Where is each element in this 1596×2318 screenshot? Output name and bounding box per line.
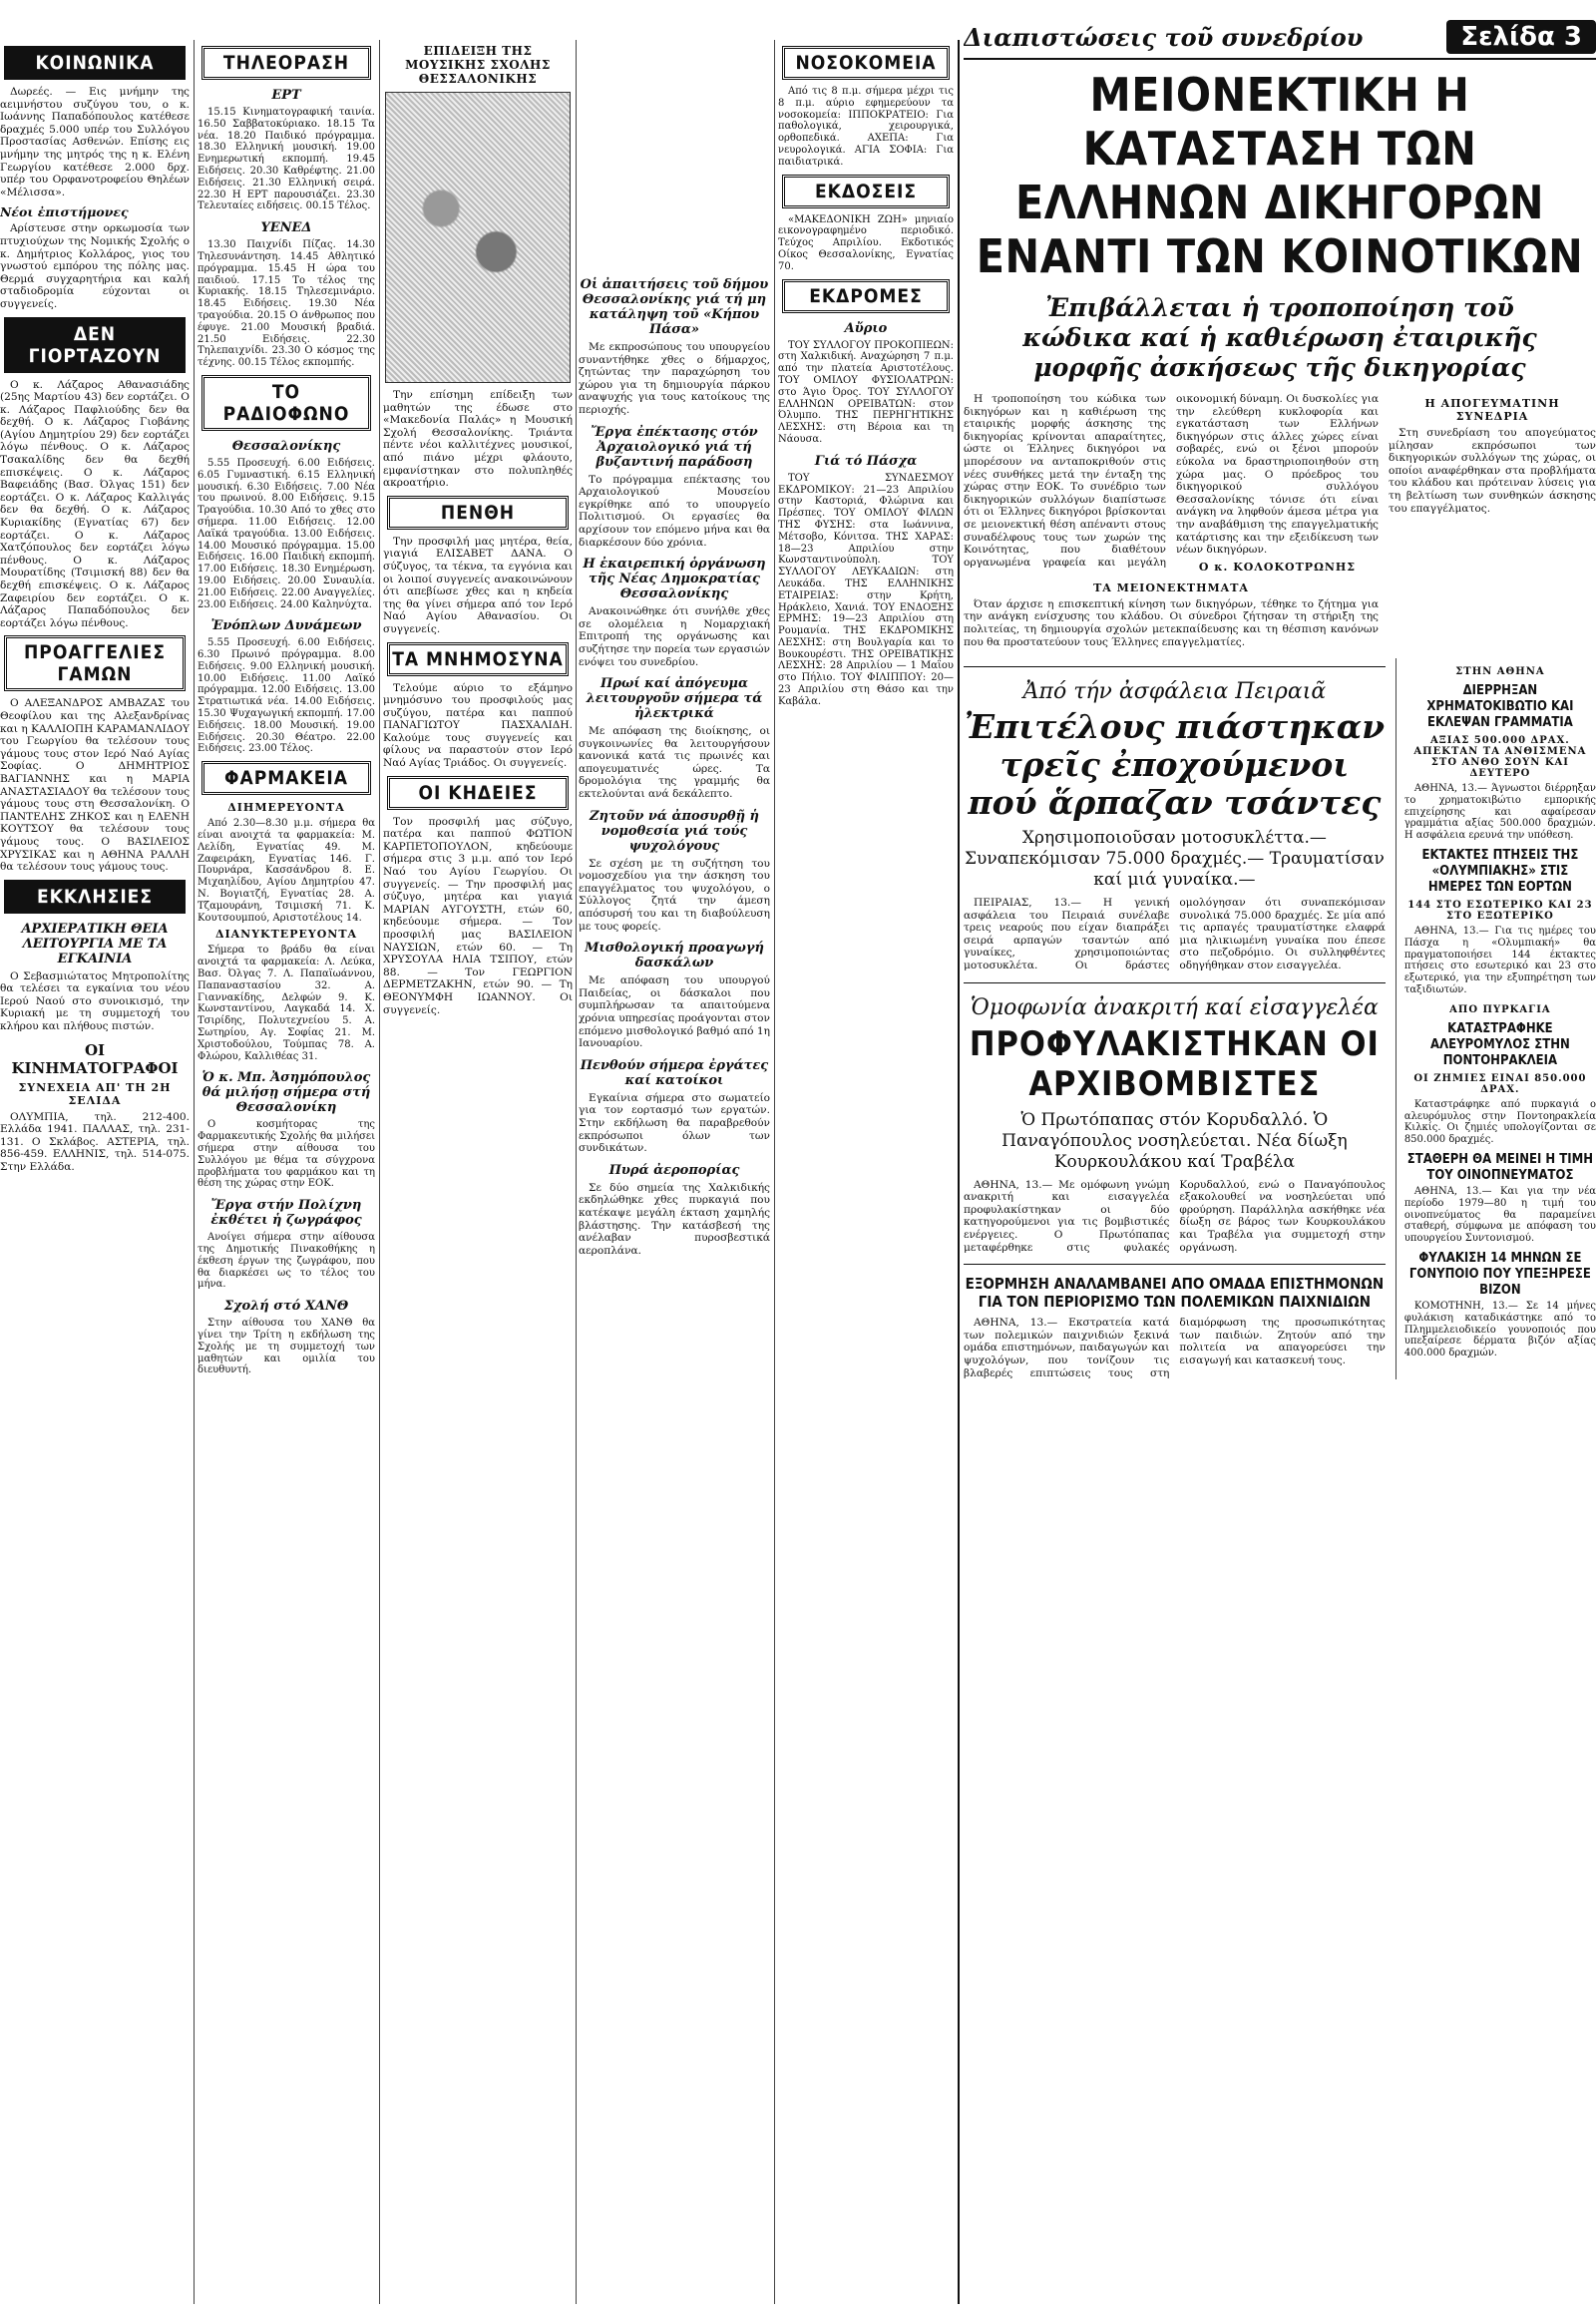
main-headline: ΜΕΙΟΝΕΚΤΙΚΗ Η ΚΑΤΑΣΤΑΣΗ ΤΩΝ ΕΛΛΗΝΩΝ ΔΙΚΗΓΟΡΩΝ ΕΝΑΝΤΙ ΤΩΝ ΚΟΙΝΟΤΙΚΩΝ — [976, 68, 1584, 283]
side-head1: ΔΙΕΡΡΗΞΑΝ ΧΡΗΜΑΤΟΚΙΒΩΤΙΟ ΚΑΙ ΕΚΛΕΨΑΝ ΓΡΑΜΜΑΤΙΑ — [1426, 683, 1574, 731]
story2-headline: Ἐπιτέλους πιάστηκαν τρεῖς ἐποχούμενοι πού ἅρπαζαν τσάντες — [964, 707, 1386, 823]
yened-text: 13.30 Παιχνίδι Πίζας. 14.30 Τηλεσυνάντηση. 14.45 Αθλητικό πρόγραμμα. 15.45 Η ώρα του παιδιού. 17.15 Το τέλος της Κυριακής. 18.15 Τηλεσεμινάριο. 18.45 Ειδήσεις. 19.30 Νέα τραγούδια. 20.15 Ο άνθρωπος που έφυγε. 21.00 Μουσική βραδιά. 21.50 Ειδήσεις. 22.30 Τηλεπαιχνίδι. 23.30 Ο κόσμος της τέχνης. 00.15 Τέλος εκπομπής. — [198, 239, 375, 369]
divider — [964, 982, 1386, 983]
lower-wrap — [964, 658, 1596, 1379]
asthma-text: Σε σχέση με τη συζήτηση του νομοσχεδίου για την άσκηση του επαγγέλματος του ψυχολόγου, ο Σύλλογος ζητά την άμεση απόσυρσή του και τη διαβούλευση με τους φορείς. — [579, 857, 770, 933]
main-body-columns — [964, 393, 1379, 652]
cinemas-sub: ΣΥΝΕΧΕΙΑ ΑΠ' ΤΗ 2Η ΣΕΛΙΔΑ — [18, 1080, 172, 1107]
main-body-text: Η τροποποίηση του κώδικα των δικηγόρων και η καθιέρωση της εταιρικής μορφής άσκησης της δικηγορίας κρίνονται απαραίτητες, ώστε οι Έλληνες δικηγόροι να μπορέσουν να ανταποκριθούν στις νέες συνθήκες μετά την ένταξη της χώρας στην ΕΟΚ. Το συνέδριο των δικηγορικών συλλόγων διαπίστωσε ότι οι Έλληνες δικηγόροι βρίσκονται σε μειονεκτική θέση απέναντι στους συναδέλφους τους των χωρών της Κοινότητας, που διαθέτουν οργανωμένα γραφεία και μεγάλη οικονομική δύναμη. Οι δυσκολίες για την ελεύθερη κυκλοφορία και εγκατάσταση των Ελλήνων δικηγόρων στις άλλες χώρες είναι σοβαρές, ενώ οι ξένοι μπορούν εύκολα να δραστηριοποιηθούν στη χώρα μας. Ο πρόεδρος του δικηγορικού συλλόγου Θεσσαλονίκης τόνισε ότι είναι ανάγκη να ληφθούν άμεσα μέτρα για την αναβάθμιση της επαγγελματικής κατάρτισης και την εξειδίκευση των νέων δικηγόρων. — [964, 393, 1379, 569]
mourning-text: Την προσφιλή μας μητέρα, θεία, γιαγιά ΕΛΙΣΑΒΕΤ ΔΑΝΑ. Ο σύζυγος, τα τέκνα, τα εγγόνια και οι λοιποί συγγενείς ανακοινώνουν ότι απεβίωσε χθες και η κηδεία της θα γίνει σήμερα από τον Ιερό Ναό Αγίου Αθανασίου. Οι συγγενείς. — [383, 535, 573, 635]
pharm-open-text: Από 2.30—8.30 μ.μ. σήμερα θα είναι ανοιχτά τα φαρμακεία: Μ. Λελίδη, Εγνατίας 49. Μ. Ζαφειράκη, Εγνατίας 146. Γ. Πουρνάρα, Κασσάνδρου 8. Ε. Μιχαηλίδου, Αγίου Δημητρίου 47. Ν. Βογιατζή, Εγνατίας 28. Α. Τζαμουράνη, Τσιμισκή 71. Κ. Κουτσουμπού, Αριστοτέλους 14. — [198, 818, 375, 924]
social-text: Δωρεές. — Εις μνήμην της αειμνήστου συζύγου του, ο κ. Ιωάννης Παπαδόπουλος κατέθεσε δραχμές 5.000 υπέρ του Συλλόγου Προστασίας Ασθενών. Επίσης εις μνήμην της μητρός της η κ. Ελένη Γεωργίου κατέθεσε 2.000 δρχ. υπέρ του Ορφανοτροφείου Θηλέων «Μέλισσα». — [0, 86, 190, 198]
nameday-text: Ο κ. Λάζαρος Αθανασιάδης (25ης Μαρτίου 43) δεν εορτάζει. Ο κ. Λάζαρος Παφλιούδης δεν θα δεχθή. Ο κ. Λάζαρος Γιοβάνης (Αγίου Δημητρίου 29) δεν εορτάζει λόγω πένθους. Ο κ. Λάζαρος Τσακαλίδης δεν θα δεχθή επισκέψεις. Ο κ. Λάζαρος Βαφειάδης (Βασ. Όλγας 151) δεν εορτάζει. Ο κ. Λάζαρος Καλλιγάς δεν θα δεχθή. Ο κ. Λάζαρος Κυριακίδης (Εγνατίας 67) δεν εορτάζει. Ο κ. Λάζαρος Χατζόπουλος δεν εορτάζει λόγω πένθους. Ο κ. Λάζαρος Μουρατίδης (Τσιμισκή 88) δεν θα δεχθή επισκέψεις. Ο κ. Λάζαρος Ζαφειρίου δεν εορτάζει. Ο κ. Λάζαρος Παπαδόπουλος δεν εορτάζει λόγω πένθους. — [0, 378, 190, 629]
side-text2: ΑΘΗΝΑ, 13.— Για τις ημέρες του Πάσχα η «Ολυμπιακή» θα πραγματοποιήσει 144 έκτακτες πτήσεις στο εσωτερικό και 23 στο εξωτερικό, για την εξυπηρέτηση των ταξιδιωτών. — [1403, 926, 1596, 996]
school-text: Στην αίθουσα του ΧΑΝΘ θα γίνει την Τρίτη η εκδήλωση της Σχολής με τη συμμετοχή των μαθητών και ομιλία του διευθυντή. — [198, 1318, 375, 1376]
story3-deck: Ὁ Πρωτόπαπας στόν Κορυδαλλό. Ὁ Παναγόπουλος νοσηλεύεται. Νέα δίωξη Κουρκουλάκου καί Τραβέλα — [1001, 1109, 1348, 1172]
expo-text: Ανοίγει σήμερα στην αίθουσα της Δημοτικής Πινακοθήκης η έκθεση έργων της ζωγράφου, που θα διαρκέσει ως το τέλος του μήνα. — [198, 1232, 375, 1291]
exc-text1: ΤΟΥ ΣΥΛΛΟΓΟΥ ΠΡΟΚΟΠΙΕΩΝ: στη Χαλκιδική. Αναχώρηση 7 π.μ. από την πλατεία Αριστοτέλους. ΤΟΥ ΟΜΙΛΟΥ ΦΥΣΙΟΛΑΤΡΩΝ: στο Άγιο Όρος. ΤΟΥ ΣΥΛΛΟΓΟΥ ΕΛΛΗΝΩΝ ΟΡΕΙΒΑΤΩΝ: στον Όλυμπο. ΤΗΣ ΠΕΡΗΓΗΤΙΚΗΣ ΛΕΣΧΗΣ: στη Βέροια και τη Νάουσα. — [778, 339, 954, 445]
rubric-social: ΚΟΙΝΩΝΙΚΑ — [4, 46, 186, 80]
story3-body-wrap — [964, 1179, 1386, 1257]
asthma-title: Ζητοῦν νά ἀποσυρθῇ ἡ νομοθεσία γιά τούς ψυχολόγους — [589, 808, 759, 854]
masthead — [964, 20, 1596, 60]
rubric-hospitals: ΝΟΣΟΚΟΜΕΙΑ — [782, 46, 950, 80]
fire-text: Σε δύο σημεία της Χαλκιδικής εκδηλώθηκε χθες πυρκαγιά που κατέκαψε μεγάλη έκταση χαμηλής βλάστησης. Την κατάσβεσή της ανέλαβαν πυροσβεστικά αεροπλάνα. — [579, 1181, 770, 1257]
unions-title: Οἱ ἀπαιτήσεις τοῦ δήμου Θεσσαλονίκης γιά τή μη κατάληψη τοῦ «Κήπου Πάσα» — [580, 277, 769, 337]
funerals-text: Τον προσφιλή μας σύζυγο, πατέρα και παππού ΦΩΤΙΟΝ ΚΑΡΠΕΤΟΠΟΥΛΟΝ, κηδεύουμε σήμερα στις 3 μ.μ. από τον Ιερό Ναό του Αγίου Γεωργίου. Οι συγγενείς. — Την προσφιλή μας σύζυγο, μητέρα και γιαγιά ΜΑΡΙΑΝ ΑΥΓΟΥΣΤΗ, ετών 60, κηδεύουμε σήμερα. — Τον προσφιλή μας ΒΑΣΙΛΕΙΟΝ ΝΑΥΣΙΩΝ, ετών 60. — Τη ΧΡΥΣΟΥΛΑ ΗΛΙΑ ΤΣΙΠΟΥ, ετών 88. — Τον ΓΕΩΡΓΙΟΝ ΔΕΡΜΕΤΖΑΚΗΝ, ετών 90. — Τη ΘΕΟΝΥΜΦΗ ΙΩΑΝΝΟΥ. Οι συγγενείς. — [383, 815, 573, 1016]
side-head5: ΦΥΛΑΚΙΣΗ 14 ΜΗΝΩΝ ΣΕ ΓΟΝΥΠΟΙΟ ΠΟΥ ΥΠΕΞΗΡΕΣΕ ΒΙΖΟΝ — [1408, 1251, 1591, 1299]
main-body — [964, 393, 1379, 574]
new-scientists-title: Νέοι ἐπιστήμονες — [0, 204, 129, 220]
column-3 — [383, 40, 573, 1020]
column-rule — [194, 40, 195, 2304]
side-text1: ΑΘΗΝΑ, 13.— Άγνωστοι διέρρηξαν το χρηματοκιβώτιο εμπορικής επιχείρησης και αφαίρεσαν γραμμάτια αξίας 500.000 δραχμών. Η ασφάλεια ερευνά την υπόθεση. — [1403, 783, 1596, 842]
fire-title: Πυρά ἀεροπορίας — [608, 1162, 740, 1178]
divider — [964, 666, 1386, 667]
pharm-night-text: Σήμερα το βράδυ θα είναι ανοιχτά τα φαρμακεία: Λ. Λεύκα, Βασ. Όλγας 7. Λ. Παπαϊωάννου, Παπαναστασίου 32. Α. Γιαννακίδης, Δελφών 9. Κ. Κωνσταντίνου, Λαγκαδά 14. Χ. Τσιρίδης, Πολυτεχνείου 5. Α. Σωτηρίου, Αγ. Σοφίας 21. Μ. Χριστοδούλου, Τούμπας 78. Α. Φλώρου, Καλλιθέας 31. — [198, 945, 375, 1062]
column-4 — [579, 269, 770, 1261]
story3-kicker: Ὁμοφωνία ἀνακριτή καί εἰσαγγελέα — [970, 994, 1379, 1020]
cinemas-title: ΟΙ ΚΙΝΗΜΑΤΟΓΡΑΦΟΙ — [11, 1040, 179, 1077]
side-sub3: ΟΙ ΖΗΜΙΕΣ ΕΙΝΑΙ 850.000 ΔΡΑΧ. — [1413, 1072, 1587, 1095]
pharm-article-title: Ὁ κ. Μπ. Ἀσημόπουλος θά μιλήσῃ σήμερα στή Θεσσαλονίκη — [201, 1070, 371, 1116]
engagements-text: Ο ΑΛΕΞΑΝΔΡΟΣ ΑΜΒΑΖΑΣ του Θεοφίλου και της Αλεξανδρίνας και η ΚΑΛΛΙΟΠΗ ΚΑΡΑΜΑΝΛΙΔΟΥ του Γεωργίου θα τελέσουν τους γάμους τους στον Ιερό Ναό Αγίας Σοφίας. Ο ΔΗΜΗΤΡΙΟΣ ΒΑΓΙΑΝΝΗΣ και η ΜΑΡΙΑ ΑΝΑΣΤΑΣΙΑΔΟΥ θα τελέσουν τους γάμους τους στη Θεσσαλονίκη. Ο ΠΑΝΤΕΛΗΣ ΖΗΚΟΣ και η ΕΛΕΝΗ ΚΟΥΤΣΟΥ θα τελέσουν τους γάμους τους. Ο ΒΑΣΙΛΕΙΟΣ ΧΡΥΣΙΚΑΣ και η ΑΘΗΝΑ ΡΑΛΛΗ θα τελέσουν τους γάμους τους. — [0, 697, 190, 874]
story2-kicker: Ἀπό τήν ἀσφάλεια Πειραιᾶ — [1022, 679, 1327, 705]
lower-left — [964, 658, 1386, 1379]
masthead-left: Διαπιστώσεις τοῦ συνεδρίου — [964, 22, 1364, 52]
edu-text: Με απόφαση του υπουργού Παιδείας, οι δάσκαλοι που συμπλήρωσαν τα απαιτούμενα χρόνια υπηρεσίας προάγονται στον επόμενο μισθολογικό βαθμό από 1η Ιανουαρίου. — [579, 974, 770, 1050]
rubric-engagements: ΠΡΟΑΓΓΕΛΙΕΣ ΓΑΜΩΝ — [4, 635, 186, 691]
rubric-nameday: ΔΕΝ ΓΙΟΡΤΑΖΟΥΝ — [4, 317, 186, 373]
side-head2: ΕΚΤΑΚΤΕΣ ΠΤΗΣΕΙΣ ΤΗΣ «ΟΛΥΜΠΙΑΚΗΣ» ΣΤΙΣ ΗΜΕΡΕΣ ΤΩΝ ΕΟΡΤΩΝ — [1421, 848, 1579, 896]
publications-text: «ΜΑΚΕΔΟΝΙΚΗ ΖΩΗ» μηνιαίο εικονογραφημένο περιοδικό. Τεύχος Απριλίου. Εκδοτικός Οίκος Θεσσαλονίκης, Εγνατίας 70. — [778, 213, 954, 272]
divider — [964, 1264, 1386, 1265]
hospitals-text: Από τις 8 π.μ. σήμερα μέχρι τις 8 π.μ. αύριο εφημερεύουν τα νοσοκομεία: ΙΠΠΟΚΡΑΤΕΙΟ: Για παθολογικά, χειρουργικά, ορθοπεδικά. ΑΧΕΠΑ: Για νευρολογικά. ΑΓΙΑ ΣΟΦΙΑ: Για παιδιατρικά. — [778, 86, 954, 168]
bus-title: Ἔργα ἐπέκτασης στόν Ἀρχαιολογικό γιά τή βυζαντινή παράδοση — [591, 424, 758, 470]
photo-caption: ΕΠΙΔΕΙΞΗ ΤΗΣ ΜΟΥΣΙΚΗΣ ΣΧΟΛΗΣ ΘΕΣΣΑΛΟΝΙΚΗΣ — [405, 44, 551, 86]
page-number-badge: Σελίδα 3 — [1446, 20, 1596, 54]
story2-body: ΠΕΙΡΑΙΑΣ, 13.— Η γενική ασφάλεια του Πειραιά συνέλαβε τρεις νεαρούς που είχαν διαπράξει σειρά αρπαγών τσαντών από γυναίκες, χρησιμοποιώντας μοτοσυκλέτα. Οι δράστες ομολόγησαν ότι συναπεκόμισαν συνολικά 75.000 δραχμές. Σε μία από τις αρπαγές τραυματίστηκε ελαφρά μια ηλικιωμένη γυναίκα που έπεσε στο πεζοδρόμιο. Οι συλληφθέντες οδηγήθηκαν στον εισαγγελέα. — [964, 897, 1386, 972]
rubric-pharmacies: ΦΑΡΜΑΚΕΙΑ — [201, 761, 371, 795]
radio2-text: 5.55 Προσευχή. 6.00 Ειδήσεις. 6.30 Πρωινό πρόγραμμα. 8.00 Ειδήσεις. 9.00 Ελληνική μουσική. 10.00 Ειδήσεις. 11.00 Λαϊκό πρόγραμμα. 12.00 Ειδήσεις. 13.00 Στρατιωτικά νέα. 14.00 Ειδήσεις. 15.30 Ψυχαγωγική εκπομπή. 17.00 Ειδήσεις. 18.00 Μουσική. 19.00 Ειδήσεις. 20.30 Θέατρο. 22.00 Ειδήσεις. 23.00 Τέλος. — [198, 637, 375, 755]
rubric-churches: ΕΚΚΛΗΣΙΕΣ — [4, 880, 186, 914]
edu-title: Μισθολογική προαγωγή δασκάλων — [585, 941, 764, 971]
side-text4: ΑΘΗΝΑ, 13.— Και για την νέα περίοδο 1979—80 η τιμή του οινοπνεύματος θα παραμείνει σταθερή, σύμφωνα με απόφαση του υπουργείου Συντονισμού. — [1403, 1186, 1596, 1245]
memorials-text: Τελούμε αύριο το εξάμηνο μνημόσυνο του προσφιλούς μας συζύγου, πατέρα και παππού ΠΑΝΑΓΙΩΤΟΥ ΠΑΣΧΑΛΙΔΗ. Καλούμε τους συγγενείς και φίλους να παραστούν στον Ιερό Ναό Αγίας Τριάδος. Οι συγγενείς. — [383, 681, 573, 770]
radio1-title: Θεσσαλονίκης — [231, 438, 341, 454]
rubric-memorials: ΤΑ ΜΝΗΜΟΣΥΝΑ — [387, 642, 569, 676]
churches-title: ΑΡΧΙΕΡΑΤΙΚΗ ΘΕΙΑ ΛΕΙΤΟΥΡΓΙΑ ΜΕ ΤΑ ΕΓΚΑΙΝΙΑ — [21, 921, 169, 966]
right-box-title: Η ΑΠΟΓΕΥΜΑΤΙΝΗ ΣΥΝΕΔΡΙΑ — [1424, 397, 1560, 423]
story3-body: ΑΘΗΝΑ, 13.— Με ομόφωνη γνώμη ανακριτή και εισαγγελέα προφυλακίστηκαν οι δύο κατηγορούμενοι για τις βομβιστικές ενέργειες. Ο Πρωτόπαπας μεταφέρθηκε στις φυλακές Κορυδαλλού, ενώ ο Παναγόπουλος εξακολουθεί να νοσηλεύεται υπό φρούρηση. Παράλληλα ασκήθηκε νέα δίωξη σε βάρος των Κουρκουλάκου και Τραβέλα για συμμετοχή στην οργάνωση. — [964, 1178, 1386, 1254]
side-text3: Καταστράφηκε από πυρκαγιά ο αλευρόμυλος στην Ποντοηρακλεία Κιλκίς. Οι ζημιές υπολογίζονται σε 850.000 δραχμές. — [1403, 1098, 1596, 1146]
exc-text2: ΤΟΥ ΣΥΝΔΕΣΜΟΥ ΕΚΔΡΟΜΙΚΟΥ: 21—23 Απριλίου στην Καστοριά, Φλώρινα και Πρέσπες. ΤΟΥ ΟΜΙΛΟΥ ΦΙΛΩΝ ΤΗΣ ΦΥΣΗΣ: στα Ιωάννινα, Μέτσοβο, Κόνιτσα. ΤΗΣ ΧΑΡΑΣ: 18—23 Απριλίου στην Κωνσταντινούπολη. ΤΟΥ ΣΥΛΛΟΓΟΥ ΛΕΥΚΑΔΙΩΝ: στη Λευκάδα. ΤΗΣ ΕΛΛΗΝΙΚΗΣ ΕΤΑΙΡΕΙΑΣ: στην Κρήτη, Ηράκλειο, Χανιά. ΤΟΥ ΕΝΔΟΞΗΣ ΕΡΜΗΣ: 19—23 Απριλίου στη Ρουμανία. ΤΗΣ ΕΚΔΡΟΜΙΚΗΣ ΛΕΣΧΗΣ: στη Βουλγαρία και το Βουκουρέστι. ΤΗΣ ΟΡΕΙΒΑΤΙΚΗΣ ΛΕΣΧΗΣ: 28 Απριλίου — 1 Μαΐου στο Πήλιο. ΤΟΥ ΦΙΛΙΠΠΟΥ: 20—23 Απριλίου στη Θάσο και την Καβάλα. — [778, 472, 954, 707]
assoc-title: Η ἐκαιρεπική ὁργάνωση τῆς Νέας Δημοκρατίας Θεσσαλονίκης — [583, 557, 766, 602]
rubric-tv: ΤΗΛΕΟΡΑΣΗ — [201, 46, 371, 80]
story4-body: ΑΘΗΝΑ, 13.— Εκστρατεία κατά των πολεμικών παιχνιδιών ξεκινά ομάδα επιστημόνων, παιδαγωγών και ψυχολόγων, που τονίζουν τις βλαβερές επιπτώσεις τους στη διαμόρφωση της προσωπικότητας των παιδιών. Ζητούν από την πολιτεία να απαγορεύσει την εισαγωγή και κατασκευή τους. — [964, 1317, 1386, 1379]
side-sub1: ΑΞΙΑΣ 500.000 ΔΡΑΧ. ΑΠΕΚΤΑΝ ΤΑ ΑΝΘΙΣΜΕΝΑ ΣΤΟ ΑΝΘΟ ΣΟΥΝ ΚΑΙ ΔΕΥΤΕΡΟ — [1413, 735, 1587, 780]
side-text5: ΚΟΜΟΤΗΝΗ, 13.— Σε 14 μήνες φυλάκιση καταδικάστηκε από το Πλημμελειοδικείο γουνοποιός που υπεξαίρεσε δέρματα βιζόν αξίας 400.000 δραχμών. — [1403, 1301, 1596, 1359]
rubric-mourning: ΠΕΝΘΗ — [387, 496, 569, 530]
school-title: Σχολή στό ΧΑΝΘ — [223, 1299, 349, 1315]
side-tag2: ΑΠΟ ΠΥΡΚΑΓΙΑ — [1449, 1003, 1551, 1015]
story4-body-wrap — [964, 1317, 1386, 1379]
radio1-text: 5.55 Προσευχή. 6.00 Ειδήσεις. 6.05 Γυμναστική. 6.15 Ελληνική μουσική. 6.30 Ειδήσεις. 7.00 Νέα του πρωινού. 8.00 Ειδήσεις. 9.15 Τραγούδια. 10.30 Από το χθες στο σήμερα. 11.00 Ειδήσεις. 12.00 Λαϊκά τραγούδια. 13.00 Ειδήσεις. 14.00 Μουσικό πρόγραμμα. 15.00 Ειδήσεις. 16.00 Παιδική εκπομπή. 17.00 Ειδήσεις. 18.30 Ενημέρωση. 19.00 Ειδήσεις. 20.00 Συναυλία. 21.00 Ειδήσεις. 22.00 Αναγγελίες. 23.00 Ειδήσεις. 24.00 Καληνύχτα. — [198, 457, 375, 610]
column-1 — [0, 40, 190, 1178]
ert-title: ΕΡΤ — [271, 88, 301, 103]
photo-text: Την επίσημη επίδειξη των μαθητών της έδωσε στο «Μακεδονία Παλάς» η Μουσική Σχολή Θεσσαλονίκης. Τριάντα πέντε νέοι καλλιτέχνες μουσικοί, από πιάνο μέχρι φλάουτο, εμφανίστηκαν στο πολυπληθές ακροατήριο. — [383, 389, 573, 490]
column-rule — [379, 40, 380, 2304]
main-section — [964, 20, 1596, 1379]
main-body-wrap — [964, 393, 1596, 652]
exc-day1: Αὔριο — [844, 320, 888, 336]
bus-text: Το πρόγραμμα επέκτασης του Αρχαιολογικού Μουσείου εγκρίθηκε από το υπουργείο Πολιτισμού. Οι εργασίες θα αρχίσουν τον επόμενο μήνα και θα διαρκέσουν δύο χρόνια. — [579, 473, 770, 549]
main-section-head: ΤΑ ΜΕΙΟΝΕΚΤΗΜΑΤΑ — [1093, 580, 1249, 594]
pharm-article-text: Ο κοσμήτορας της Φαρμακευτικής Σχολής θα μιλήσει σήμερα στην αίθουσα του Συλλόγου με θέμα τα σύγχρονα προβλήματα του φαρμάκου και τη θέση της χώρας στην ΕΟΚ. — [198, 1119, 375, 1190]
side-sub2: 144 ΣΤΟ ΕΣΩΤΕΡΙΚΟ ΚΑΙ 23 ΣΤΟ ΕΞΩΤΕΡΙΚΟ — [1407, 900, 1593, 923]
yened-title: ΥΕΝΕΔ — [260, 220, 312, 236]
unions-text: Με εκπροσώπους του υπουργείου συναντήθηκε χθες ο δήμαρχος, ζητώντας την παραχώρηση του χώρου για τη δημιουργία πάρκου αναψυχής για τους κατοίκους της περιοχής. — [579, 341, 770, 416]
expo-title: Ἔργα στήν Πολίχνη ἐκθέτει ἡ ζωγράφος — [210, 1198, 362, 1229]
main-right-box — [1389, 393, 1596, 652]
column-rule — [774, 40, 775, 2304]
pharm-night-title: ΔΙΑΝΥΚΤΕΡΕΥΟΝΤΑ — [214, 928, 358, 942]
column-2 — [198, 40, 375, 1380]
exc-day2: Γιά τό Πάσχα — [814, 453, 918, 469]
churches-text: Ο Σεβασμιώτατος Μητροπολίτης θα τελέσει τα εγκαίνια του νέου Ιερού Ναού στο συνοικισμό, την Κυριακή με τη συμμετοχή του κλήρου και πλήθους πιστών. — [0, 969, 190, 1033]
assoc-text: Ανακοινώθηκε ότι συνήλθε χθες σε ολομέλεια η Νομαρχιακή Επιτροπή της οργάνωσης και συζήτησε την πορεία των εργασιών ενόψει του συνεδρίου. — [579, 605, 770, 668]
rubric-funerals: ΟΙ ΚΗΔΕΙΕΣ — [387, 776, 569, 810]
rubric-radio: ΤΟ ΡΑΔΙΟΦΩΝΟ — [201, 375, 371, 431]
radio2-title: Ἐνόπλων Δυνάμεων — [210, 618, 362, 634]
story2-body-wrap — [964, 897, 1386, 974]
rubric-excursions: ΕΚΔΡΟΜΕΣ — [782, 279, 950, 313]
side-head3: ΚΑΤΑΣΤΡΑΦΗΚΕ ΑΛΕΥΡΟΜΥΛΟΣ ΣΤΗΝ ΠΟΝΤΟΗΡΑΚΛΕΙΑ — [1430, 1020, 1570, 1068]
story4-headline: ΕΞΟΡΜΗΣΗ ΑΝΑΛΑΜΒΑΝΕΙ ΑΠΟ ΟΜΑΔΑ ΕΠΙΣΤΗΜΟΝΩΝ ΓΙΑ ΤΟΝ ΠΕΡΙΟΡΙΣΜΟ ΤΩΝ ΠΟΛΕΜΙΚΩΝ ΠΑΙΧΝΙΔΙΩΝ — [965, 1275, 1385, 1312]
trains-text: Με απόφαση της διοίκησης, οι συγκοινωνίες θα λειτουργήσουν κανονικά κατά τις πρωινές και απογευματινές ώρες. Τα δρομολόγια της γραμμής θα εκτελούνται ανά δεκάλεπτο. — [579, 725, 770, 801]
main-section-text: Όταν άρχισε η επισκεπτική κίνηση των δικηγόρων, τέθηκε το ζήτημα για την ανάγκη ενίσχυσης του κλάδου. Οι σύνεδροι ζήτησαν τη στήριξη της πολιτείας, τη δημιουργία σχολών μετεκπαίδευσης και τη θέσπιση κανόνων που θα προστατεύουν τους Έλληνες επαγγελματίες. — [964, 597, 1379, 648]
bread-text: Εγκαίνια σήμερα στο σωματείο για τον εορτασμό των εργατών. Στην εκδήλωση θα παραβρεθούν εκπρόσωποι όλων των συνδικάτων. — [579, 1091, 770, 1155]
ert-text: 15.15 Κινηματογραφική ταινία. 16.50 Σαββατοκύριακο. 18.15 Τα νέα. 18.20 Παιδικό πρόγραμμα. 18.30 Ελληνική μουσική. 19.00 Ενημερωτική εκπομπή. 19.45 Ειδήσεις. 20.30 Καθρέφτης. 21.00 Ειδήσεις. 21.30 Ελληνική σειρά. 22.30 Η ΕΡΤ παρουσιάζει. 23.30 Τελευταίες ειδήσεις. 00.15 Τέλος. — [198, 107, 375, 212]
side-head4: ΣΤΑΘΕΡΗ ΘΑ ΜΕΙΝΕΙ Η ΤΙΜΗ ΤΟΥ ΟΙΝΟΠΝΕΥΜΑΤΟΣ — [1406, 1152, 1594, 1184]
main-deck: Ἐπιβάλλεται ἡ τροποποίηση τοῦ κώδικα καί ἡ καθιέρωση ἐταιρικῆς μορφῆς ἀσκήσεως τῆς δικηγορίας — [1022, 293, 1537, 382]
trains-title: Πρωί καί ἀπόγευμα λειτουργοῦν σήμερα τά ἠλεκτρικά — [586, 676, 763, 722]
column-rule — [958, 40, 960, 2304]
bread-title: Πενθούν σήμερα ἐργάτες καί κατοίκοι — [580, 1057, 769, 1088]
side-briefs — [1396, 658, 1596, 1379]
rubric-publications: ΕΚΔΟΣΕΙΣ — [782, 175, 950, 208]
cinemas-text: ΟΛΥΜΠΙΑ, τηλ. 212-400. Ελλάδα 1941. ΠΑΛΛΑΣ, τηλ. 231-131. Ο Σκλάβος. ΑΣΤΕΡΙΑ, τηλ. 856-459. ΕΛΛΗΝΙΣ, τηλ. 514-075. Στην Ελλάδα. — [0, 1110, 190, 1174]
story2-deck: Χρησιμοποιοῦσαν μοτοσυκλέττα.— Συναπεκόμισαν 75.000 δραχμές.— Τραυματίσαν καί μιά γυναίκα.— — [965, 828, 1385, 891]
new-scientists-text: Αρίστευσε στην ορκωμοσία των πτυχιούχων της Νομικής Σχολής ο κ. Δημήτριος Κολλάρος, γιος του γνωστού εμπόρου της πόλης μας. Θερμά συγχαρητήρια και καλή σταδιοδρομία εύχονται οι συγγενείς. — [0, 222, 190, 310]
right-box-text: Στη συνεδρίαση του απογεύματος μίλησαν εκπρόσωποι των δικηγορικών συλλόγων της χώρας, οι οποίοι αναφέρθηκαν στα προβλήματα του κλάδου και πρότειναν λύσεις για τη βελτίωση των συνθηκών άσκησης του επαγγέλματος. — [1389, 427, 1596, 515]
music-school-photo — [385, 92, 571, 383]
story3-headline: ΠΡΟΦΥΛΑΚΙΣΤΗΚΑΝ ΟΙ ΑΡΧΙΒΟΜΒΙΣΤΕΣ — [969, 1023, 1380, 1104]
column-rule — [576, 40, 577, 2304]
side-tag1: ΣΤΗΝ ΑΘΗΝΑ — [1455, 666, 1545, 678]
main-signature: Ο κ. ΚΟΛΟΚΟΤΡΩΝΗΣ — [1198, 560, 1357, 574]
pharm-open-title: ΔΙΗΜΕΡΕΥΟΝΤΑ — [227, 801, 345, 815]
column-5 — [778, 40, 954, 712]
